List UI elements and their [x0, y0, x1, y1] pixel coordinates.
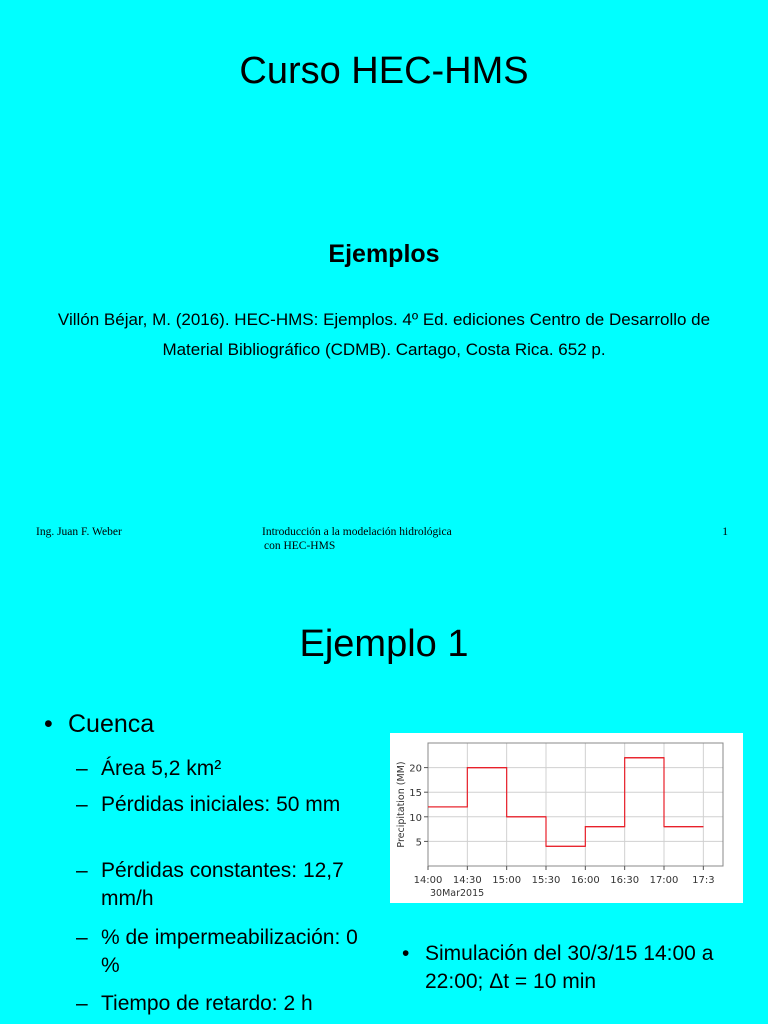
y-tick-label: 5	[415, 837, 422, 849]
list-item-text: % de impermeabilización: 0 %	[101, 926, 358, 977]
y-tick-label: 15	[409, 788, 422, 800]
reference-text: Villón Béjar, M. (2016). HEC-HMS: Ejemplos. 4º Ed. ediciones Centro de Desarrollo de Material Bibliográfico (CDMB). Cartago, Costa Rica. 652 p.	[57, 310, 711, 359]
list-item-text: Área 5,2 km²	[101, 757, 222, 780]
footer-course	[262, 525, 512, 553]
dash-marker: –	[76, 992, 88, 1015]
simulation-bullet	[402, 940, 742, 996]
bullet-marker: •	[44, 710, 53, 738]
x-tick-label: 17:00	[649, 875, 679, 886]
list-item-text: Tiempo de retardo: 2 h	[101, 992, 313, 1015]
x-tick-label: 14:30	[452, 875, 482, 886]
y-axis-label: Precipitation (MM)	[396, 761, 407, 848]
dash-marker: –	[76, 793, 88, 816]
precipitation-chart-svg	[390, 733, 743, 903]
plot-frame	[428, 743, 723, 866]
bullet-cuenca	[44, 710, 154, 739]
bullet-cuenca-label: Cuenca	[68, 710, 155, 738]
x-tick-label: 15:00	[492, 875, 522, 886]
x-tick-label: 14:00	[413, 875, 443, 886]
dash-marker: –	[76, 757, 88, 780]
x-tick-label: 16:00	[570, 875, 600, 886]
list-item	[76, 791, 366, 819]
list-item	[76, 990, 366, 1018]
slide2-title: Ejemplo 1	[299, 623, 469, 665]
footer-course-line1: Introducción a la modelación hidrológica	[262, 526, 452, 538]
x-axis-label: 30Mar2015	[430, 888, 485, 899]
footer-page-number: 1	[722, 526, 728, 538]
x-tick-label: 17:3	[692, 875, 715, 886]
list-item-text: Pérdidas iniciales: 50 mm	[101, 793, 341, 816]
x-tick-label: 16:30	[610, 875, 640, 886]
footer-course-line2: con HEC-HMS	[264, 540, 336, 552]
slide1-subtitle: Ejemplos	[328, 240, 440, 268]
simulation-text: Simulación del 30/3/15 14:00 a 22:00; Δt = 10 min	[425, 942, 714, 993]
footer-author: Ing. Juan F. Weber	[36, 526, 122, 538]
bullet-marker: •	[402, 942, 410, 965]
y-tick-label: 20	[409, 763, 422, 775]
dash-marker: –	[76, 859, 88, 882]
x-tick-label: 15:30	[531, 875, 561, 886]
y-tick-label: 10	[409, 812, 422, 824]
list-item	[76, 857, 366, 913]
list-item	[76, 755, 366, 783]
precipitation-chart	[390, 733, 743, 903]
slide1-title: Curso HEC-HMS	[239, 50, 529, 92]
dash-marker: –	[76, 926, 88, 949]
list-item-text: Pérdidas constantes: 12,7 mm/h	[101, 859, 344, 910]
list-item	[76, 924, 366, 980]
precipitation-series-line	[428, 758, 703, 847]
